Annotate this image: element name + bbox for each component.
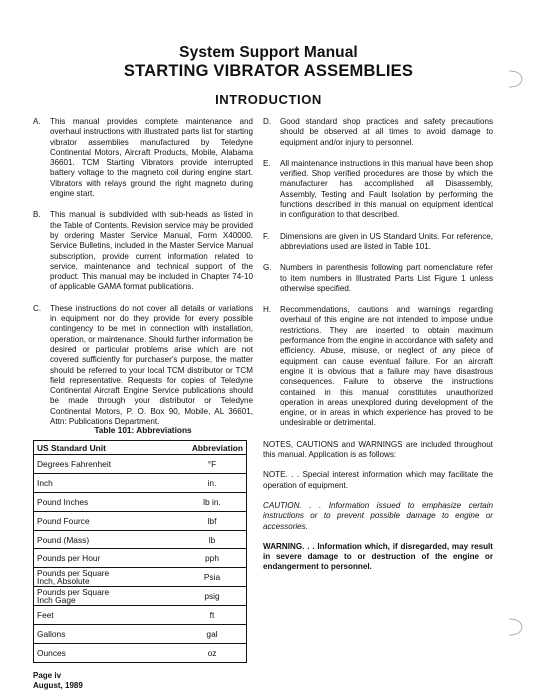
abbreviation-cell: gal: [178, 625, 247, 644]
table-row: [34, 455, 247, 474]
right-column: [263, 117, 493, 583]
paragraph-b: [33, 210, 253, 292]
table-row: [34, 549, 247, 568]
unit-cell: Pounds per Hour: [34, 549, 179, 568]
paragraph-g: [263, 263, 493, 294]
binder-hole-mark-bottom: [505, 616, 527, 638]
unit-cell: [34, 568, 179, 587]
abbreviation-cell: Psia: [178, 568, 247, 587]
abbreviations-table: [33, 440, 247, 663]
note-definition: NOTE. . . Special interest information which may facilitate the operation of equipment.: [263, 470, 493, 490]
caution-definition: CAUTION. . . Information issued to emphasize certain instructions or to prevent possible damage to engine or accessories.: [263, 500, 493, 531]
paragraph-e: [263, 159, 493, 221]
paragraph-h: [263, 305, 493, 429]
paragraph-text: This manual is subdivided with sub-heads as listed in the Table of Contents. Revision service may be provided by ordering Master Service Manual, Form X40000. Service Bulletins, included in the Master Service Manual subscription, provide current information related to service, maintenance and technical support of the product. This manual may be included in Chapter 74-10 of applicable GAMA format publications.: [50, 210, 253, 292]
column-header-unit: US Standard Unit: [34, 441, 179, 455]
unit-line-1: Pounds per Square: [37, 568, 110, 579]
unit-line-2: Inch Gage: [37, 595, 76, 606]
unit-line-1: Pounds per Square: [37, 587, 110, 598]
paragraph-letter: G.: [263, 263, 272, 273]
table-title: Table 101: Abbreviations: [94, 425, 192, 435]
paragraph-letter: B.: [33, 210, 41, 220]
table-row: [34, 568, 247, 587]
paragraph-text: This manual provides complete maintenance and overhaul instructions with illustrated parts list for starting vibrator assemblies manufactured by Teledyne Continental Motors, Aircraft Products, Mobile, Alabama 36601. TCM Starting Vibrators provide interrupted battery voltage to the magneto coil during engine start. Vibrators with relays ground the right magneto during engine start.: [50, 117, 253, 199]
unit-cell: Pound (Mass): [34, 530, 179, 549]
unit-cell: Gallons: [34, 625, 179, 644]
left-column: [33, 117, 253, 438]
abbreviation-cell: psig: [178, 587, 247, 606]
paragraph-text: Good standard shop practices and safety precautions should be observed at all times to avoid damage to equipment and/or injury to personnel.: [280, 117, 493, 147]
table-row: [34, 530, 247, 549]
column-header-abbreviation: Abbreviation: [178, 441, 247, 455]
paragraph-letter: E.: [263, 158, 271, 168]
paragraph-letter: A.: [33, 117, 41, 126]
abbreviation-cell: pph: [178, 549, 247, 568]
revision-date: August, 1989: [33, 681, 83, 690]
unit-cell: [34, 587, 179, 606]
unit-cell: Ounces: [34, 643, 179, 662]
paragraph-text: Dimensions are given in US Standard Units. For reference, abbreviations used are listed in Table 101.: [280, 231, 493, 251]
paragraph-letter: H.: [263, 305, 272, 315]
paragraph-letter: F.: [263, 231, 270, 241]
section-heading: INTRODUCTION: [215, 92, 322, 107]
unit-cell: Feet: [34, 606, 179, 625]
abbreviation-cell: lbf: [178, 511, 247, 530]
abbreviation-cell: in.: [178, 473, 247, 492]
table-row: [34, 473, 247, 492]
warning-definition: WARNING. . . Information which, if disregarded, may result in severe damage to or destruction of the engine or endangerment to personnel.: [263, 541, 493, 572]
table-row: [34, 492, 247, 511]
abbreviation-cell: ft: [178, 606, 247, 625]
unit-cell: Inch: [34, 473, 179, 492]
page-number: Page iv: [33, 671, 62, 680]
unit-cell: Degrees Fahrenheit: [34, 455, 179, 474]
abbreviation-cell: oz: [178, 643, 247, 662]
notes-intro: NOTES, CAUTIONS and WARNINGS are included throughout this manual. Application is as follows:: [263, 439, 493, 460]
table-row: [34, 587, 247, 606]
abbreviation-cell: lb: [178, 530, 247, 549]
manual-subtitle: STARTING VIBRATOR ASSEMBLIES: [123, 62, 414, 80]
table-row: [34, 606, 247, 625]
binder-hole-mark-top: [505, 68, 527, 90]
paragraph-d: [263, 117, 493, 148]
abbreviation-cell: lb in.: [178, 492, 247, 511]
paragraph-letter: C.: [33, 303, 42, 313]
paragraph-text: All maintenance instructions in this manual have been shop verified. Shop verified procedures are those by which the manufacturer has accomplished all Disassembly, Assembly, Testing and Fault Isolation by performing the functions described in this manual on equipment identical in configuration to that described.: [280, 158, 493, 220]
table-row: [34, 511, 247, 530]
manual-title: System Support Manual: [179, 44, 358, 61]
unit-cell: Pound Inches: [34, 492, 179, 511]
paragraph-text: These instructions do not cover all details or variations in equipment nor do they provide for every possible contingency to be met in connection with installation, operation, or maintenance. Should further information be desired or particular problems arise which are not covered sufficiently for purchaser's purpose, the matter should be referred to your local TCM distributor or TCM field representative. Requests for copies of Teledyne Continental Aircraft Engine Service publications should be made through your distributor or Teledyne Continental Motors, P. O. Box 90, Mobile, AL 36601, Attn: Publications Department.: [50, 303, 253, 427]
abbreviation-cell: °F: [178, 455, 247, 474]
paragraph-c: [33, 304, 253, 428]
paragraph-f: [263, 232, 493, 253]
paragraph-letter: D.: [263, 117, 272, 126]
paragraph-text: Recommendations, cautions and warnings regarding overhaul of this engine are not intended to impose undue restrictions. They are inserted to obtain maximum performance from the engine in accordance with safety and efficiency. Abuse, misuse, or neglect of any piece of equipment can cause eventual failure. For an aircraft engine it is obvious that a failure may have disastrous consequences. Failure to observe the instructions contained in this manual constitutes unauthorized operation in areas unexplored during development of the engine, or in areas in which experience has proved to be undesirable or detrimental.: [280, 305, 493, 428]
table-row: [34, 625, 247, 644]
table-header-row: [34, 441, 247, 455]
table-row: [34, 643, 247, 662]
unit-line-2: Inch, Absolute: [37, 576, 90, 587]
paragraph-a: [33, 117, 253, 199]
page-footer: [33, 671, 83, 691]
paragraph-text: Numbers in parenthesis following part nomenclature refer to item numbers in Illustrated Parts List Figure 1 unless otherwise specified.: [280, 263, 493, 293]
unit-cell: Pound Fource: [34, 511, 179, 530]
